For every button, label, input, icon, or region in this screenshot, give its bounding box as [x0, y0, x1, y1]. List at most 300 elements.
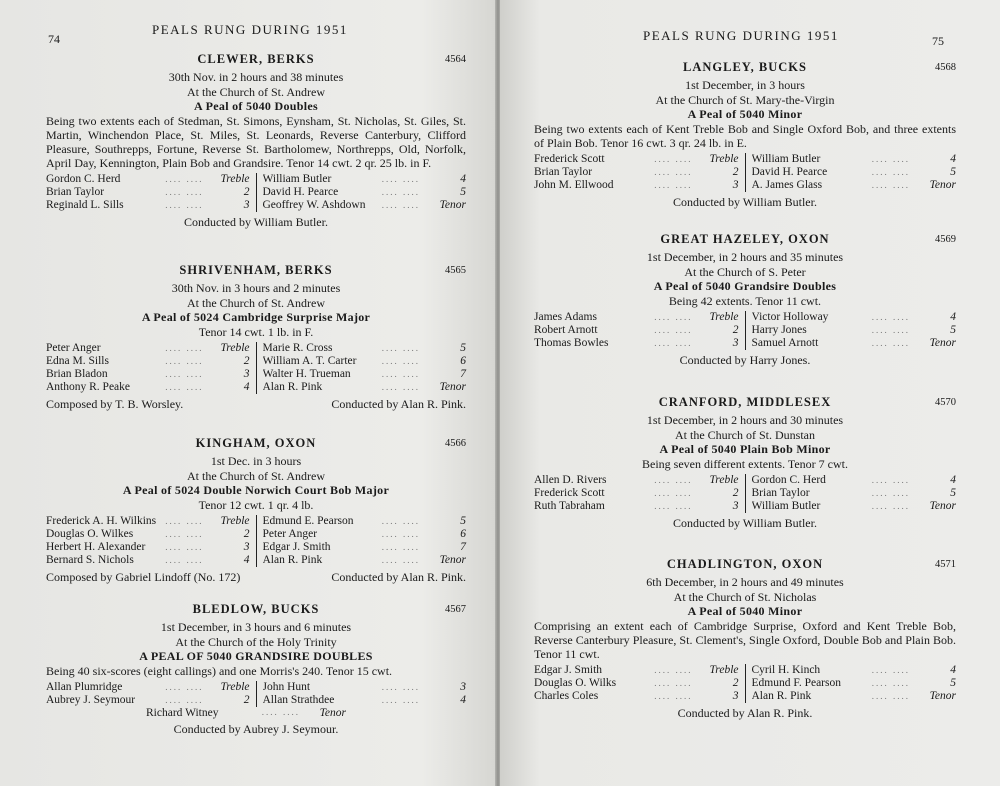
- bell-number: 4: [950, 663, 956, 676]
- ringer-row: [263, 173, 467, 186]
- peal-detail: Tenor 14 cwt. 1 lb. in F.: [198, 324, 314, 339]
- peal-detail: Being 42 extents. Tenor 11 cwt.: [668, 293, 822, 308]
- peal-header: [534, 60, 956, 78]
- bell-number: Treble: [709, 474, 739, 486]
- conductor-credit: Conducted by William Butler.: [184, 214, 328, 229]
- peal-number: 4565: [445, 265, 466, 276]
- bell-number: 2: [732, 487, 739, 499]
- ringer-row: [752, 474, 957, 487]
- peal-detail: At the Church of S. Peter: [684, 264, 806, 279]
- conductor-credit: Conducted by William Butler.: [673, 516, 817, 530]
- composer-credit: Composed by Gabriel Lindoff (No. 172): [46, 570, 241, 584]
- leader-dots: .... ....: [654, 475, 693, 485]
- bell-number: 3: [243, 198, 250, 211]
- ringer-name: Edmund F. Pearson: [751, 676, 841, 689]
- bell-number: 3: [732, 500, 739, 512]
- ringer-row: [46, 541, 250, 554]
- ringers-right-column: [746, 664, 957, 703]
- ringer-row: [46, 368, 250, 381]
- ringers-right-column: [257, 515, 467, 567]
- ringers-left-column: [534, 664, 746, 703]
- peal-detail: 1st December, in 2 hours and 35 minutes: [646, 250, 844, 264]
- ringer-row: [46, 173, 250, 186]
- ringer-name: A. James Glass: [751, 178, 823, 191]
- conductor-credit: Conducted by William Butler.: [673, 194, 817, 209]
- peal-header: [46, 602, 466, 620]
- bell-number: Treble: [220, 515, 250, 527]
- peal-footer: [46, 570, 466, 585]
- peal-footer: [46, 397, 466, 412]
- peal-detail: 6th December, in 2 hours and 49 minutes: [646, 575, 844, 589]
- leader-dots: .... ....: [654, 166, 693, 177]
- ringer-row: [263, 541, 467, 554]
- peal-entry: [46, 602, 466, 737]
- bell-number: 3: [243, 368, 250, 380]
- leader-dots: .... ....: [165, 186, 204, 197]
- ringer-row: [752, 324, 957, 337]
- leader-dots: .... ....: [165, 516, 204, 526]
- ringer-name: Walter H. Trueman: [262, 368, 351, 380]
- bell-number: 4: [460, 693, 466, 706]
- leader-dots: .... ....: [871, 488, 910, 498]
- leader-dots: .... ....: [381, 199, 420, 210]
- peal-number: 4567: [445, 604, 466, 615]
- peal-place: CHADLINGTON, OXON: [666, 557, 824, 571]
- leader-dots: .... ....: [165, 694, 204, 705]
- peal-header: [46, 263, 466, 281]
- leader-dots: .... ....: [654, 690, 693, 701]
- ringer-name: Peter Anger: [262, 528, 318, 540]
- leader-dots: .... ....: [381, 681, 420, 692]
- ringer-row: [534, 664, 739, 677]
- peal-place: CLEWER, BERKS: [197, 52, 315, 66]
- bell-number: Tenor: [929, 178, 956, 191]
- leader-dots: .... ....: [871, 338, 910, 348]
- leader-dots: .... ....: [654, 153, 693, 164]
- ringer-name: Brian Taylor: [534, 165, 593, 178]
- ringer-row: [534, 677, 739, 690]
- ringer-name: Robert Arnott: [534, 324, 598, 336]
- running-head: PEALS RUNG DURING 1951: [152, 22, 348, 37]
- conductor-credit: Conducted by Alan R. Pink.: [331, 397, 466, 411]
- leader-dots: .... ....: [381, 369, 420, 379]
- ringers-right-column: [257, 342, 467, 394]
- peal-method: A Peal of 5024 Double Norwich Court Bob Major: [122, 483, 390, 497]
- ringer-row: [46, 199, 250, 212]
- peal-number: 4564: [445, 54, 466, 65]
- ringer-name: Samuel Arnott: [751, 337, 819, 349]
- peal-number: 4570: [935, 397, 956, 408]
- leader-dots: .... ....: [871, 475, 910, 485]
- peal-method: A PEAL OF 5040 GRANDSIRE DOUBLES: [139, 649, 373, 663]
- leader-dots: .... ....: [654, 488, 693, 498]
- ringer-row: [263, 355, 467, 368]
- peal-number: 4568: [935, 62, 956, 73]
- peal-detail: 1st December, in 3 hours and 6 minutes: [160, 620, 352, 634]
- leader-dots: .... ....: [654, 312, 693, 322]
- ringer-row: [534, 690, 739, 703]
- composer-credit: Composed by T. B. Worsley.: [46, 397, 184, 411]
- bell-number: 2: [732, 165, 739, 178]
- ringer-row: [46, 707, 346, 719]
- ringer-name: Geoffrey W. Ashdown: [262, 198, 366, 211]
- ringers-right-column: [257, 173, 467, 212]
- peal-description: Being two extents each of Stedman, St. Simons, Eynsham, St. Nicholas, St. Giles, St. Martin, Winchendon Place, St. Miles, St. Leonards, Reverse Canterbury, Clifford Pleasure, Southrepps, Fortune, Reverse St. Bartholomew, Northrepps, Old, Norfolk, April Day, Kennington, Plain Bob and Grandsire. Tenor 14 cwt. 2 qr. 25 lb. in F.: [46, 113, 466, 170]
- ringer-name: David H. Pearce: [262, 185, 339, 198]
- peal-method: A Peal of 5040 Grandsire Doubles: [653, 279, 837, 293]
- peal-header: [46, 52, 466, 70]
- peal-method: A Peal of 5040 Plain Bob Minor: [659, 442, 831, 456]
- peal-detail: 30th Nov. in 3 hours and 2 minutes: [171, 281, 341, 295]
- conductor-credit: Conducted by Alan R. Pink.: [331, 570, 466, 584]
- ringer-row: [534, 324, 739, 337]
- leader-dots: .... ....: [381, 382, 420, 392]
- bell-number: 3: [460, 680, 466, 693]
- peal-detail: 1st December, in 2 hours and 30 minutes: [646, 413, 844, 427]
- conductor-credit: Conducted by Alan R. Pink.: [677, 705, 813, 720]
- ringer-row: [752, 487, 957, 500]
- ringer-row: [752, 337, 957, 350]
- ringers-table: [46, 342, 466, 394]
- bell-number: Tenor: [929, 337, 956, 349]
- leader-dots: .... ....: [654, 325, 693, 335]
- ringer-row: [263, 199, 467, 212]
- ringer-row: [46, 342, 250, 355]
- leader-dots: .... ....: [871, 325, 910, 335]
- peal-entry: [46, 436, 466, 585]
- peal-detail: 30th Nov. in 2 hours and 38 minutes: [168, 70, 344, 84]
- leader-dots: .... ....: [381, 343, 420, 353]
- ringer-row: [752, 166, 957, 179]
- conductor-credit: Conducted by Harry Jones.: [679, 353, 811, 367]
- page-number: 75: [932, 34, 944, 48]
- leader-dots: .... ....: [871, 153, 910, 164]
- peal-header: [534, 395, 956, 413]
- ringer-row: [534, 166, 739, 179]
- leader-dots: .... ....: [381, 516, 420, 526]
- bell-number: 3: [243, 541, 250, 553]
- left-page: [0, 0, 496, 786]
- leader-dots: .... ....: [165, 542, 204, 552]
- ringer-name: James Adams: [534, 311, 597, 323]
- peal-method: A Peal of 5040 Minor: [687, 107, 803, 121]
- peal-header: [534, 232, 956, 250]
- ringer-name: Gordon C. Herd: [751, 474, 826, 486]
- leader-dots: .... ....: [165, 173, 204, 184]
- ringer-row: [534, 500, 739, 513]
- leader-dots: .... ....: [381, 542, 420, 552]
- ringers-left-column: [46, 173, 257, 212]
- leader-dots: .... ....: [654, 179, 693, 190]
- ringer-name: Alan R. Pink: [262, 381, 323, 393]
- peal-place: SHRIVENHAM, BERKS: [179, 263, 333, 277]
- ringer-name: Frederick Scott: [534, 152, 605, 165]
- peal-method: A Peal of 5040 Minor: [687, 604, 803, 618]
- leader-dots: .... ....: [654, 338, 693, 348]
- ringer-row: [752, 690, 957, 703]
- ringer-row: [752, 500, 957, 513]
- bell-number: Treble: [709, 152, 739, 165]
- leader-dots: .... ....: [871, 501, 910, 511]
- ringers-right-column: [746, 153, 957, 192]
- peal-header: [534, 557, 956, 575]
- ringer-name: Allen D. Rivers: [534, 474, 607, 486]
- bell-number: 3: [732, 337, 739, 349]
- ringers-left-column: [46, 681, 257, 707]
- ringer-name: Richard Witney: [146, 706, 219, 719]
- peal-footer: [534, 706, 956, 721]
- peal-description: Comprising an extent each of Cambridge Surprise, Oxford and Kent Treble Bob, Reverse Canterbury Pleasure, St. Clement's, Single Oxford, Double Bob and Plain Bob. Tenor 11 cwt.: [534, 618, 956, 661]
- peal-detail: At the Church of St. Andrew: [187, 468, 325, 483]
- ringer-name: Anthony R. Peake: [46, 381, 131, 393]
- leader-dots: .... ....: [165, 382, 204, 392]
- leader-dots: .... ....: [165, 369, 204, 379]
- ringer-name: Harry Jones: [751, 324, 807, 336]
- leader-dots: .... ....: [654, 677, 693, 688]
- ringer-name: Frederick Scott: [534, 487, 605, 499]
- bell-number: Treble: [709, 311, 739, 323]
- page-number: 74: [48, 32, 60, 46]
- leader-dots: .... ....: [381, 555, 420, 565]
- ringer-name: Edgar J. Smith: [534, 663, 603, 676]
- leader-dots: .... ....: [165, 555, 204, 565]
- ringer-name: Edgar J. Smith: [262, 541, 331, 553]
- bell-number: Tenor: [929, 500, 956, 512]
- ringer-name: Charles Coles: [534, 689, 599, 702]
- ringers-left-column: [534, 474, 746, 513]
- ringer-name: Cyril H. Kinch: [751, 663, 821, 676]
- peal-place: BLEDLOW, BUCKS: [192, 602, 320, 616]
- ringer-row: [752, 179, 957, 192]
- bell-number: 2: [732, 676, 739, 689]
- bell-number: 2: [243, 693, 250, 706]
- ringer-name: John M. Ellwood: [534, 178, 614, 191]
- ringer-name: Alan R. Pink: [751, 689, 812, 702]
- bell-number: 4: [460, 172, 466, 185]
- ringers-right-column: [257, 681, 467, 707]
- ringer-row: [46, 515, 250, 528]
- ringer-name: Brian Bladon: [46, 368, 108, 380]
- ringer-name: Gordon C. Herd: [46, 172, 121, 185]
- bell-number: 6: [460, 355, 466, 367]
- bell-number: Tenor: [439, 554, 466, 566]
- ringer-name: William Butler: [751, 152, 821, 165]
- peal-method: A Peal of 5040 Doubles: [194, 99, 318, 113]
- leader-dots: .... ....: [165, 681, 204, 692]
- ringer-row: [534, 474, 739, 487]
- peal-footer: [534, 353, 956, 368]
- ringer-row: [752, 153, 957, 166]
- ringer-name: David H. Pearce: [751, 165, 828, 178]
- bell-number: 5: [950, 487, 956, 499]
- ringer-row: [752, 664, 957, 677]
- peal-place: LANGLEY, BUCKS: [683, 60, 807, 74]
- peal-footer: [534, 195, 956, 210]
- ringers-left-column: [534, 153, 746, 192]
- leader-dots: .... ....: [165, 199, 204, 210]
- bell-number: Tenor: [319, 706, 346, 719]
- ringers-table: [534, 474, 956, 513]
- peal-entry: [46, 263, 466, 412]
- bell-number: 2: [243, 185, 250, 198]
- ringer-name: Edna M. Sills: [46, 355, 109, 367]
- ringer-row: [263, 694, 467, 707]
- peal-number: 4571: [935, 559, 956, 570]
- ringer-name: Reginald L. Sills: [46, 198, 124, 211]
- ringers-right-column: [746, 311, 957, 350]
- leader-dots: .... ....: [871, 664, 910, 675]
- ringer-name: Edmund E. Pearson: [262, 515, 354, 527]
- ringer-name: Aubrey J. Seymour: [46, 693, 136, 706]
- ringer-row: [263, 681, 467, 694]
- ringer-name: Douglas O. Wilkes: [46, 528, 134, 540]
- bell-number: 3: [732, 689, 739, 702]
- ringer-row: [534, 337, 739, 350]
- peal-detail: At the Church of St. Andrew: [187, 84, 325, 99]
- ringers-table: [534, 311, 956, 350]
- bell-number: 4: [950, 152, 956, 165]
- ringers-right-column: [746, 474, 957, 513]
- ringer-row: [46, 381, 250, 394]
- bell-number: Treble: [709, 663, 739, 676]
- peal-entry: [534, 232, 956, 368]
- bell-number: 2: [732, 324, 739, 336]
- bell-number: 4: [243, 554, 250, 566]
- peal-detail: At the Church of St. Nicholas: [673, 589, 817, 604]
- ringer-name: Thomas Bowles: [534, 337, 609, 349]
- bell-number: 2: [243, 528, 250, 540]
- bell-number: 4: [950, 474, 956, 486]
- peal-method: A Peal of 5024 Cambridge Surprise Major: [141, 310, 371, 324]
- peal-entry: [534, 395, 956, 531]
- peal-entry: [46, 52, 466, 230]
- ringer-row: [534, 179, 739, 192]
- bell-number: 7: [460, 541, 466, 553]
- ringer-row: [752, 677, 957, 690]
- peal-number: 4569: [935, 234, 956, 245]
- ringers-left-column: [46, 342, 257, 394]
- peal-footer: [46, 215, 466, 230]
- bell-number: 6: [460, 528, 466, 540]
- ringer-row: [752, 311, 957, 324]
- ringer-row: [263, 381, 467, 394]
- leader-dots: .... ....: [381, 356, 420, 366]
- ringer-row: [263, 528, 467, 541]
- ringer-name: Ruth Tabraham: [534, 500, 605, 512]
- leader-dots: .... ....: [381, 529, 420, 539]
- ringer-name: Victor Holloway: [751, 311, 829, 323]
- ringer-row: [263, 515, 467, 528]
- bell-number: 4: [950, 311, 956, 323]
- leader-dots: .... ....: [381, 173, 420, 184]
- bell-number: Tenor: [439, 381, 466, 393]
- peal-entry: [534, 60, 956, 210]
- bell-number: 2: [243, 355, 250, 367]
- leader-dots: .... ....: [165, 343, 204, 353]
- bell-number: Tenor: [929, 689, 956, 702]
- ringers-left-column: [46, 515, 257, 567]
- ringer-row: [263, 186, 467, 199]
- ringer-row: [46, 355, 250, 368]
- ringer-name: William Butler: [751, 500, 821, 512]
- peal-description: Being 40 six-scores (eight callings) and one Morris's 240. Tenor 15 cwt.: [46, 663, 393, 678]
- ringer-name: Allan Plumridge: [46, 680, 123, 693]
- bell-number: 4: [243, 381, 250, 393]
- ringers-table: [534, 153, 956, 192]
- running-head: PEALS RUNG DURING 1951: [643, 28, 839, 43]
- ringer-row: [534, 487, 739, 500]
- peal-detail: Tenor 12 cwt. 1 qr. 4 lb.: [198, 497, 314, 512]
- bell-number: 5: [460, 342, 466, 354]
- ringer-name: Marie R. Cross: [262, 342, 333, 354]
- leader-dots: .... ....: [165, 356, 204, 366]
- peal-place: GREAT HAZELEY, OXON: [660, 232, 830, 246]
- bell-number: 3: [732, 178, 739, 191]
- leader-dots: .... ....: [871, 677, 910, 688]
- leader-dots: .... ....: [871, 312, 910, 322]
- leader-dots: .... ....: [381, 186, 420, 197]
- ringer-row: [46, 528, 250, 541]
- bell-number: 5: [950, 324, 956, 336]
- ringer-row: [534, 311, 739, 324]
- ringers-table: [46, 681, 466, 707]
- ringers-table: [46, 173, 466, 212]
- leader-dots: .... ....: [654, 501, 693, 511]
- peal-place: KINGHAM, OXON: [195, 436, 317, 450]
- ringer-row: [46, 186, 250, 199]
- bell-number: 5: [460, 515, 466, 527]
- peal-detail: 1st Dec. in 3 hours: [210, 454, 302, 468]
- leader-dots: .... ....: [871, 166, 910, 177]
- ringer-name: Peter Anger: [46, 342, 101, 354]
- peal-detail: 1st December, in 3 hours: [685, 78, 805, 92]
- peal-header: [46, 436, 466, 454]
- bell-number: Treble: [220, 680, 250, 693]
- peal-footer: [46, 722, 466, 737]
- ringer-row: [46, 694, 250, 707]
- ringer-row: [263, 342, 467, 355]
- ringer-row: [534, 153, 739, 166]
- bell-number: 5: [950, 165, 956, 178]
- leader-dots: .... ....: [165, 529, 204, 539]
- peal-detail: At the Church of St. Mary-the-Virgin: [655, 92, 835, 107]
- ringer-name: Douglas O. Wilks: [534, 676, 617, 689]
- peal-entry: [534, 557, 956, 721]
- peal-detail: At the Church of St. Andrew: [187, 295, 325, 310]
- ringer-name: Brian Taylor: [46, 185, 105, 198]
- ringer-name: Herbert H. Alexander: [46, 541, 146, 553]
- bell-number: 5: [460, 185, 466, 198]
- peal-number: 4566: [445, 438, 466, 449]
- leader-dots: .... ....: [654, 664, 693, 675]
- peal-place: CRANFORD, MIDDLESEX: [658, 395, 832, 409]
- ringer-row: [263, 368, 467, 381]
- bell-number: Treble: [220, 342, 250, 354]
- ringers-left-column: [534, 311, 746, 350]
- ringer-name: Bernard S. Nichols: [46, 554, 134, 566]
- leader-dots: .... ....: [381, 694, 420, 705]
- ringer-name: Alan R. Pink: [262, 554, 323, 566]
- peal-detail: Being seven different extents. Tenor 7 cwt.: [642, 456, 848, 471]
- ringer-row: [46, 554, 250, 567]
- ringers-table: [46, 515, 466, 567]
- ringers-table: [534, 664, 956, 703]
- leader-dots: .... ....: [871, 690, 910, 701]
- ringer-name: Allan Strathdee: [262, 693, 335, 706]
- bell-number: 7: [460, 368, 466, 380]
- peal-detail: At the Church of St. Dunstan: [675, 427, 815, 442]
- ringer-name: William Butler: [262, 172, 332, 185]
